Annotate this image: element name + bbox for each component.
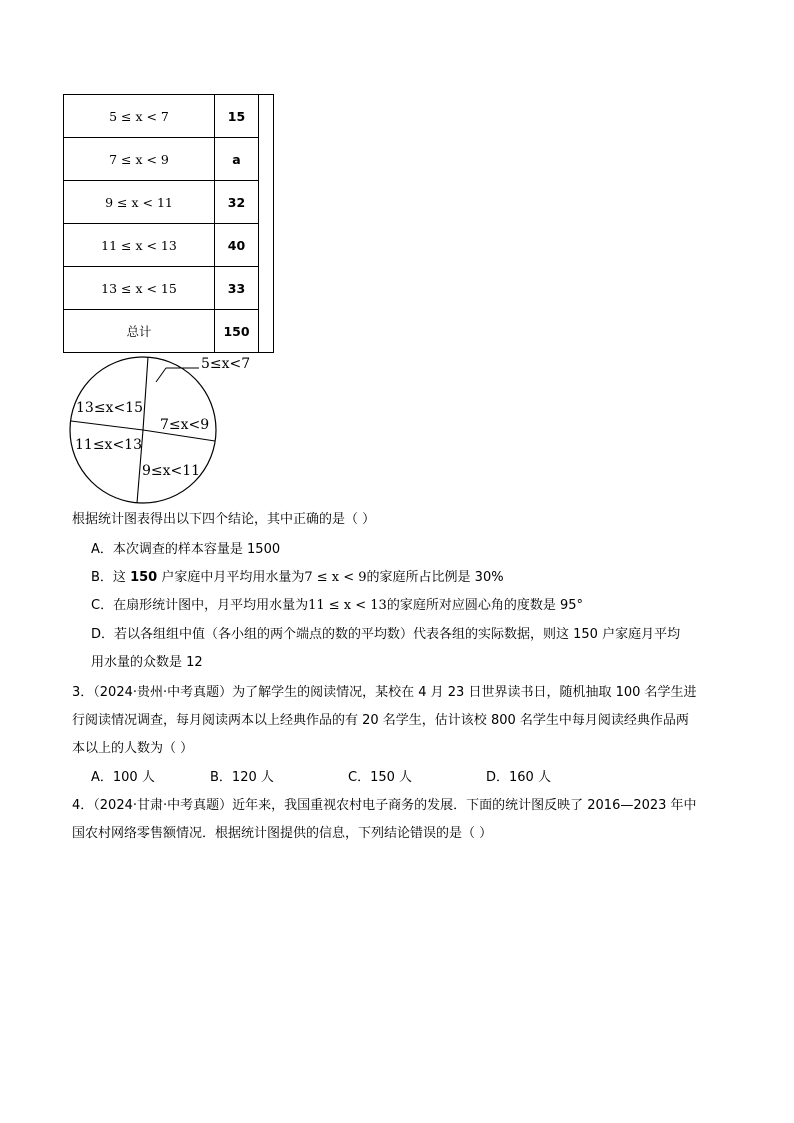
pie-label-7-9: 7≤x<9 bbox=[160, 417, 210, 433]
count-cell: 33 bbox=[215, 267, 259, 310]
q3-option-d: D．160 人 bbox=[486, 770, 551, 785]
frequency-table bbox=[63, 94, 274, 353]
range-cell: 7 ≤ x < 9 bbox=[64, 138, 215, 181]
table-row bbox=[64, 181, 274, 224]
option-d-line1: D．若以各组组中值（各小组的两个端点的数的平均数）代表各组的实际数据，则这 150 户家庭月平均 bbox=[91, 627, 681, 642]
range-cell: 5 ≤ x < 7 bbox=[64, 95, 215, 138]
pie-label-13-15: 13≤x<15 bbox=[76, 400, 143, 416]
option-b-math: 7 ≤ x < 9 bbox=[304, 570, 367, 585]
total-count-cell: 150 bbox=[215, 310, 259, 353]
q3-line3: 本以上的人数为（ ） bbox=[72, 741, 194, 756]
question-stem: 根据统计图表得出以下四个结论，其中正确的是（ ） bbox=[72, 512, 376, 527]
table-row bbox=[64, 310, 274, 353]
count-cell: 15 bbox=[215, 95, 259, 138]
q3-line2: 行阅读情况调查，每月阅读两本以上经典作品的有 20 名学生，估计该校 800 名学生中每月阅读经典作品两 bbox=[72, 713, 689, 728]
count-cell: 40 bbox=[215, 224, 259, 267]
table-row bbox=[64, 267, 274, 310]
pie-label-11-13: 11≤x<13 bbox=[75, 437, 142, 453]
range-cell: 9 ≤ x < 11 bbox=[64, 181, 215, 224]
option-b-pre: B．这 bbox=[91, 570, 131, 585]
option-b-mid: 户家庭中月平均用水量为 bbox=[157, 570, 305, 585]
option-a: A．本次调查的样本容量是 1500 bbox=[91, 542, 281, 557]
q3-option-b: B．120 人 bbox=[210, 770, 274, 785]
option-c-pre: C．在扇形统计图中，月平均用水量为 bbox=[91, 598, 309, 613]
q4-line2: 国农村网络零售额情况．根据统计图提供的信息，下列结论错误的是（ ） bbox=[72, 826, 493, 841]
q3-line1: 3．（2024·贵州·中考真题）为了解学生的阅读情况，某校在 4 月 23 日世界读书日，随机抽取 100 名学生进 bbox=[72, 685, 697, 700]
table-row bbox=[64, 95, 274, 138]
option-c-post: 的家庭所对应圆心角的度数是 95° bbox=[386, 598, 583, 613]
q4-line1: 4．（2024·甘肃·中考真题）近年来，我国重视农村电子商务的发展．下面的统计图反映了 2016—2023 年中 bbox=[72, 798, 697, 813]
empty-column bbox=[259, 95, 274, 353]
table-row bbox=[64, 138, 274, 181]
count-cell: a bbox=[215, 138, 259, 181]
pie-chart bbox=[62, 350, 302, 510]
q3-option-a: A．100 人 bbox=[91, 770, 155, 785]
range-cell: 13 ≤ x < 15 bbox=[64, 267, 215, 310]
option-c bbox=[91, 596, 583, 616]
option-c-math: 11 ≤ x < 13 bbox=[308, 598, 387, 613]
option-b-number: 150 bbox=[130, 570, 158, 585]
q3-option-c: C．150 人 bbox=[348, 770, 413, 785]
count-cell: 32 bbox=[215, 181, 259, 224]
range-cell: 11 ≤ x < 13 bbox=[64, 224, 215, 267]
pie-label-5-7: 5≤x<7 bbox=[201, 356, 251, 372]
table-row bbox=[64, 224, 274, 267]
pie-label-9-11: 9≤x<11 bbox=[142, 463, 201, 479]
total-label-cell: 总计 bbox=[64, 310, 215, 353]
option-d-line2: 用水量的众数是 12 bbox=[91, 655, 203, 670]
option-b bbox=[91, 568, 504, 588]
option-b-post: 的家庭所占比例是 30% bbox=[366, 570, 504, 585]
